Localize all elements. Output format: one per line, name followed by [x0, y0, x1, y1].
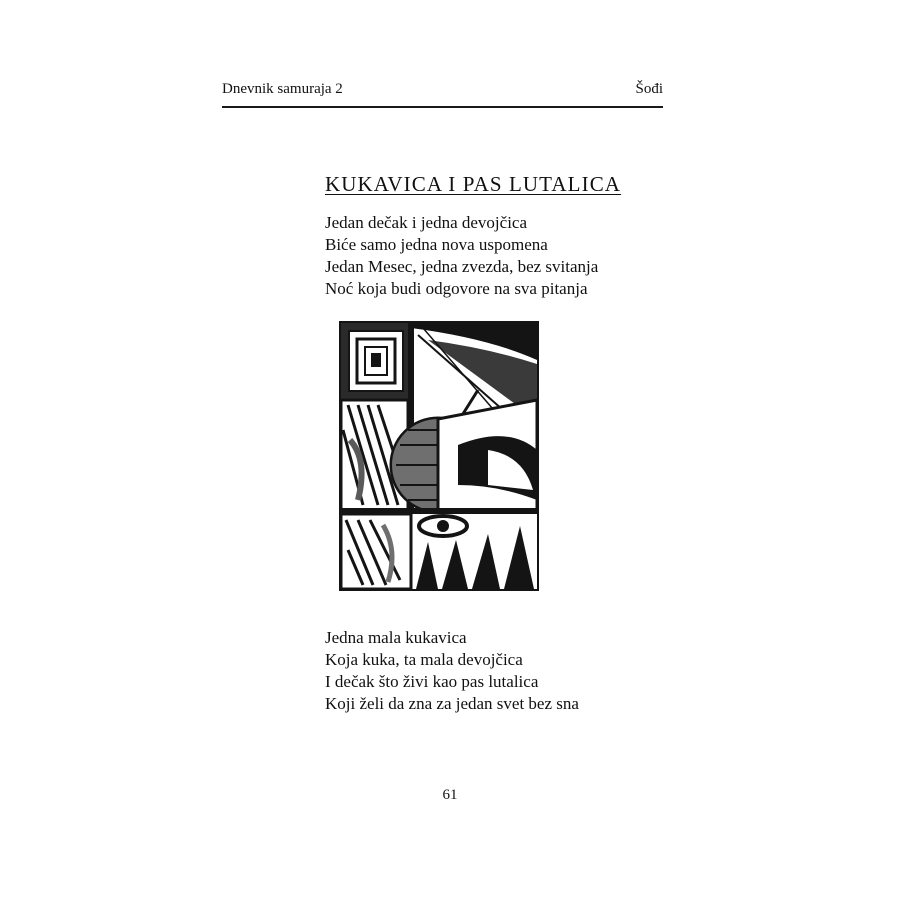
stanza-2: [325, 627, 579, 715]
running-header: [222, 78, 663, 108]
poem-title: KUKAVICA I PAS LUTALICA: [325, 172, 622, 196]
stanza-1: [325, 212, 598, 300]
verse-line: Biće samo jedna nova uspomena: [325, 235, 548, 254]
verse-line: Jedan Mesec, jedna zvezda, bez svitanja: [325, 257, 599, 276]
verse-line: Koji želi da zna za jedan svet bez sna: [325, 694, 579, 713]
verse-line: I dečak što živi kao pas lutalica: [325, 672, 539, 691]
page-number: 61: [442, 787, 458, 803]
verse-line: Jedna mala kukavica: [325, 628, 467, 647]
verse-line: Koja kuka, ta mala devojčica: [325, 650, 523, 669]
verse-line: Jedan dečak i jedna devojčica: [325, 213, 528, 232]
verse-line: Noć koja budi odgovore na sva pitanja: [325, 279, 588, 298]
ink-drawing-illustration: [338, 320, 540, 592]
book-title: Dnevnik samuraja 2: [222, 81, 343, 97]
author-name: Šođi: [635, 81, 663, 97]
